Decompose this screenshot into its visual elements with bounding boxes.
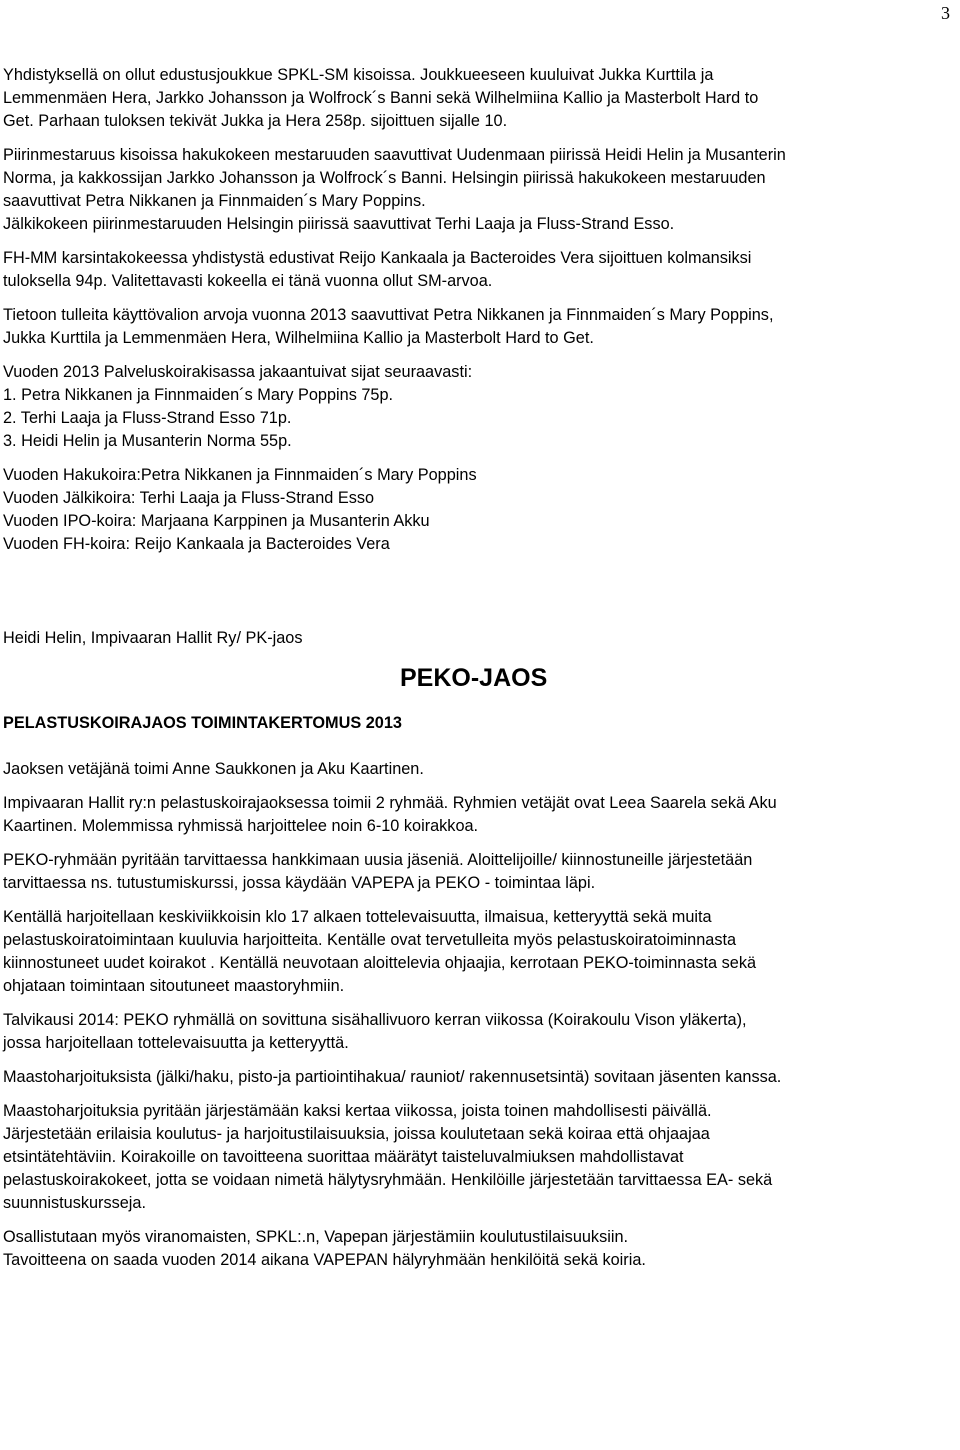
paragraph-kayttovalio (3, 304, 955, 350)
text-line: Lemmenmäen Hera, Jarkko Johansson ja Wolfrock´s Banni sekä Wilhelmiina Kallio ja Masterbolt Hard to (3, 89, 759, 107)
text-line: PEKO-ryhmään pyritään tarvittaessa hankkimaan uusia jäseniä. Aloittelijoille/ kiinnostuneille järjestetään (3, 851, 753, 869)
text-line: Kentällä harjoitellaan keskiviikkoisin klo 17 alkaen tottelevaisuutta, ilmaisua, ketteryyttä sekä muita (3, 908, 712, 926)
text-line: Jälkikokeen piirinmestaruuden Helsingin piirissä saavuttivat Terhi Laaja ja Fluss-Strand Esso. (3, 215, 675, 233)
text-line: saavuttivat Petra Nikkanen ja Finnmaiden´s Mary Poppins. (3, 192, 426, 210)
document-body (3, 64, 955, 1272)
paragraph-kisa-ranking (3, 361, 955, 453)
text-line: etsintätehtäviin. Koirakoille on tavoitteena suorittaa määrätyt taisteluvalmiuksen mahdollistavat (3, 1148, 684, 1166)
section-header (3, 662, 955, 758)
paragraph-year-dogs (3, 464, 955, 556)
text-line: Vuoden IPO-koira: Marjaana Karppinen ja Musanterin Akku (3, 512, 430, 530)
text-line: pelastuskoiratoimintaan kuuluvia harjoitteita. Kentälle ovat tervetulleita myös pelastuskoiratoiminnasta (3, 931, 737, 949)
text-line: Kaartinen. Molemmissa ryhmissä harjoittelee noin 6-10 koirakkoa. (3, 817, 479, 835)
text-line: Maastoharjoituksia pyritään järjestämään kaksi kertaa viikossa, joista toinen mahdollisesti päivällä. (3, 1102, 712, 1120)
text-line: Maastoharjoituksista (jälki/haku, pisto-ja partiointihakua/ rauniot/ rakennusetsintä) sovitaan jäsenten kanssa. (3, 1068, 782, 1086)
paragraph-field-training (3, 906, 955, 998)
text-line: tarvittaessa ns. tutustumiskurssi, jossa käydään VAPEPA ja PEKO - toimintaa läpi. (3, 874, 596, 892)
paragraph-winter-season (3, 1009, 955, 1055)
text-line: Get. Parhaan tuloksen tekivät Jukka ja Hera 258p. sijoittuen sijalle 10. (3, 112, 508, 130)
paragraph-sm-team (3, 64, 955, 133)
page-number: 3 (941, 3, 950, 23)
paragraph-fh-mm (3, 247, 955, 293)
paragraph-terrain-schedule (3, 1100, 955, 1215)
paragraph-new-members (3, 849, 955, 895)
text-line: Yhdistyksellä on ollut edustusjoukkue SPKL-SM kisoissa. Joukkueeseen kuuluivat Jukka Kurttila ja (3, 66, 714, 84)
text-line: Järjestetään erilaisia koulutus- ja harjoitustilaisuuksia, joissa koulutetaan sekä koiraa että ohjaajaa (3, 1125, 710, 1143)
paragraph-groups (3, 792, 955, 838)
text-line: Vuoden Hakukoira:Petra Nikkanen ja Finnmaiden´s Mary Poppins (3, 466, 477, 484)
ranking-item: 1. Petra Nikkanen ja Finnmaiden´s Mary Poppins 75p. (3, 386, 394, 404)
text-line: Norma, ja kakkossijan Jarkko Johansson ja Wolfrock´s Banni. Helsingin piirissä hakukokeen mestaruuden (3, 169, 766, 187)
text-line: kiinnostuneet uudet koirakot . Kentällä neuvotaan aloittelevia ohjaajia, kerrotaan PEKO-toiminnasta sekä (3, 954, 757, 972)
text-line: Piirinmestaruus kisoissa hakukokeen mestaruuden saavuttivat Uudenmaan piirissä Heidi Helin ja Musanterin (3, 146, 786, 164)
text-line: tuloksella 94p. Valitettavasti kokeella ei tänä vuonna ollut SM-arvoa. (3, 272, 493, 290)
text-line: Impivaaran Hallit ry:n pelastuskoirajaoksessa toimii 2 ryhmää. Ryhmien vetäjät ovat Leea Saarela sekä Aku (3, 794, 777, 812)
paragraph-leaders (3, 758, 955, 781)
text-line: jossa harjoitellaan tottelevaisuutta ja ketteryyttä. (3, 1034, 349, 1052)
text-line: suunnistuskursseja. (3, 1194, 146, 1212)
text-line: pelastuskoirakokeet, jotta se voidaan nimetä hälytysryhmään. Henkilöille järjestetään tarvittaessa EA- sekä (3, 1171, 773, 1189)
signature-text: Heidi Helin, Impivaaran Hallit Ry/ PK-jaos (3, 629, 303, 647)
paragraph-authorities (3, 1226, 955, 1272)
section-title: PEKO-JAOS (400, 664, 548, 692)
text-line: Talvikausi 2014: PEKO ryhmällä on sovittuna sisähallivuoro kerran viikossa (Koirakoulu Vison yläkerta), (3, 1011, 747, 1029)
text-line: Vuoden 2013 Palveluskoirakisassa jakaantuivat sijat seuraavasti: (3, 363, 473, 381)
text-line: Jukka Kurttila ja Lemmenmäen Hera, Wilhelmiina Kallio ja Masterbolt Hard to Get. (3, 329, 594, 347)
spacer (3, 556, 955, 627)
text-line: ohjataan toimintaan sitoutuneet maastoryhmiin. (3, 977, 345, 995)
text-line: Vuoden Jälkikoira: Terhi Laaja ja Fluss-Strand Esso (3, 489, 375, 507)
ranking-item: 2. Terhi Laaja ja Fluss-Strand Esso 71p. (3, 409, 292, 427)
paragraph-district-championship (3, 144, 955, 236)
text-line: Osallistutaan myös viranomaisten, SPKL:.n, Vapepan järjestämiin koulutustilaisuuksiin. (3, 1228, 629, 1246)
signature (3, 627, 955, 650)
report-title: PELASTUSKOIRAJAOS TOIMINTAKERTOMUS 2013 (3, 714, 402, 732)
text-line: Jaoksen vetäjänä toimi Anne Saukkonen ja Aku Kaartinen. (3, 760, 424, 778)
text-line: Tietoon tulleita käyttövalion arvoja vuonna 2013 saavuttivat Petra Nikkanen ja Finnmaiden´s Mary Poppins, (3, 306, 774, 324)
ranking-item: 3. Heidi Helin ja Musanterin Norma 55p. (3, 432, 292, 450)
text-line: FH-MM karsintakokeessa yhdistystä edustivat Reijo Kankaala ja Bacteroides Vera sijoittuen kolmansiksi (3, 249, 752, 267)
text-line: Vuoden FH-koira: Reijo Kankaala ja Bacteroides Vera (3, 535, 390, 553)
text-line: Tavoitteena on saada vuoden 2014 aikana VAPEPAN hälyryhmään henkilöitä sekä koiria. (3, 1251, 646, 1269)
paragraph-terrain-training (3, 1066, 955, 1089)
